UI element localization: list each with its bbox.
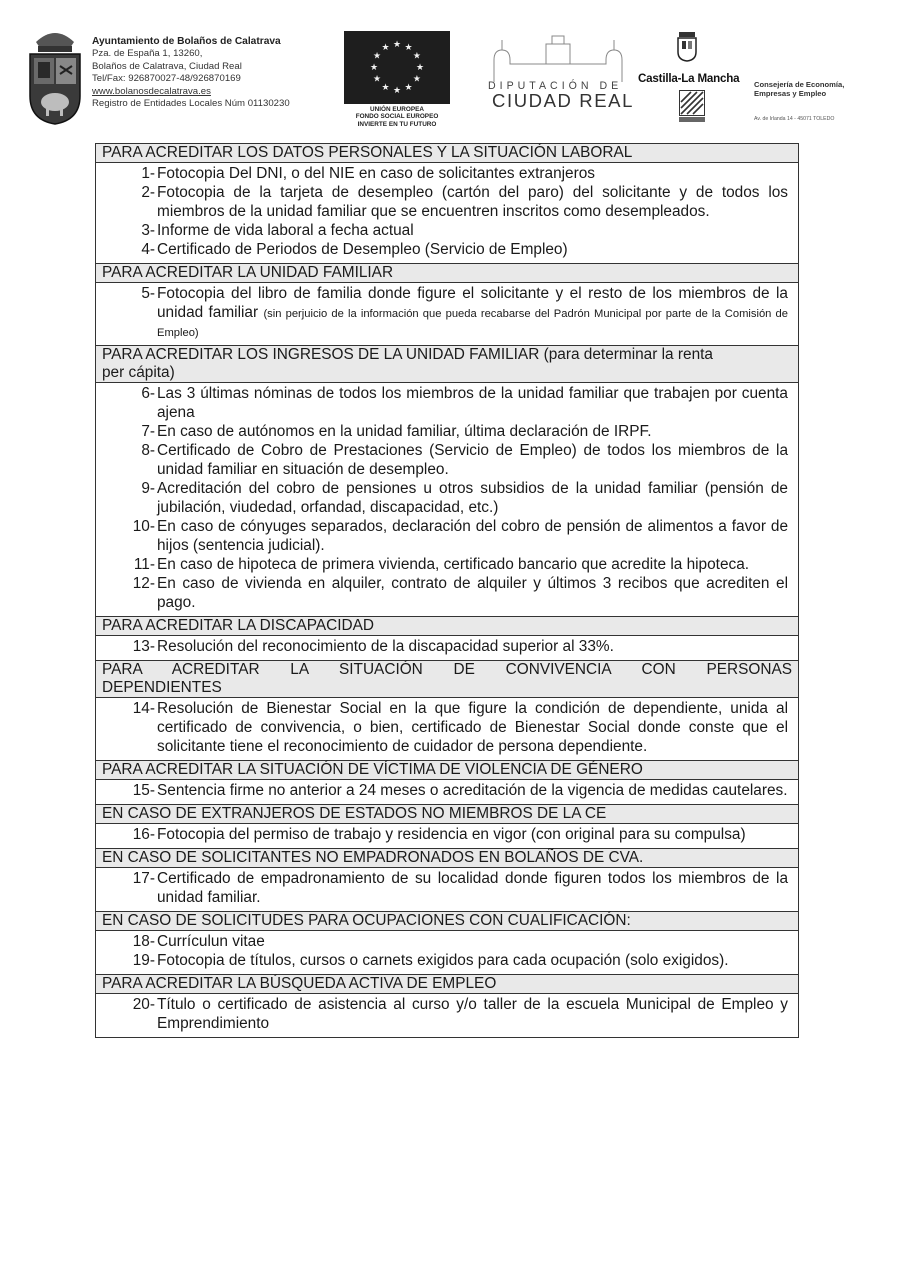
item-number: 18- <box>132 933 155 950</box>
list-item <box>96 240 788 259</box>
castilla-small-mark <box>679 116 705 123</box>
section-heading <box>96 143 798 163</box>
item-text: Fotocopia Del DNI, o del NIE en caso de solicitantes extranjeros <box>157 165 595 182</box>
municipality-info <box>92 36 290 110</box>
section-body <box>96 780 798 804</box>
list-item <box>96 574 788 612</box>
list-item <box>96 637 788 656</box>
item-text: Fotocopia del permiso de trabajo y residencia en vigor (con original para su compulsa) <box>157 826 746 843</box>
item-text-block <box>157 637 788 656</box>
item-text: Informe de vida laboral a fecha actual <box>157 222 414 239</box>
section-heading-line: EN CASO DE SOLICITUDES PARA OCUPACIONES CON CUALIFICACIÓN: <box>102 912 631 929</box>
list-item <box>96 995 788 1033</box>
item-number: 10- <box>132 518 155 535</box>
list-item <box>96 555 788 574</box>
item-number: 6- <box>141 385 155 402</box>
section-heading <box>96 345 798 383</box>
section-heading <box>96 974 798 994</box>
eu-star-icon: ★ <box>392 85 402 95</box>
item-number: 12- <box>132 575 155 592</box>
item-text-block <box>157 781 788 800</box>
item-text: En caso de autónomos en la unidad familiar, última declaración de IRPF. <box>157 423 652 440</box>
website-link[interactable]: www.bolanosdecalatrava.es <box>92 85 211 97</box>
castilla-flag-icon <box>679 90 705 116</box>
item-text-block <box>157 555 788 574</box>
item-number: 16- <box>132 826 155 843</box>
eu-star-icon: ★ <box>412 73 421 84</box>
diputacion-line-2: CIUDAD REAL <box>492 90 634 111</box>
list-item <box>96 932 788 951</box>
section-body <box>96 283 798 345</box>
eu-star-icon: ★ <box>404 42 413 53</box>
list-item <box>96 479 788 517</box>
item-text: En caso de vivienda en alquiler, contrato de alquiler y últimos 3 recibos que acrediten el pago. <box>157 575 788 611</box>
item-text: Certificado de Cobro de Prestaciones (Servicio de Empleo) de todos los miembros de la unidad familiar en situación de desempleo. <box>157 442 788 478</box>
item-text-block <box>157 517 788 555</box>
eu-star-icon: ★ <box>412 50 421 61</box>
diputacion-line-1: DIPUTACIÓN DE <box>488 80 623 92</box>
coat-of-arms-logo <box>26 22 84 126</box>
list-item <box>96 384 788 422</box>
item-number: 7- <box>141 423 155 440</box>
list-item <box>96 869 788 907</box>
section-body <box>96 824 798 848</box>
item-text-block <box>157 164 788 183</box>
section-heading-line-2: per cápita) <box>102 364 175 381</box>
item-number: 19- <box>132 952 155 969</box>
section-body <box>96 698 798 760</box>
item-text: Resolución de Bienestar Social en la que figure la condición de dependiente, unida al certificado de convivencia, o bien, certificado de Bienestar Social donde conste que el solicitante tiene el reconocimiento de cuidador de persona dependiente. <box>157 700 788 755</box>
section-heading-line: PARA ACREDITAR LA SITUACIÓN DE CONVIVENCIA CON PERSONAS <box>102 661 792 678</box>
section-body <box>96 636 798 660</box>
item-number: 14- <box>132 700 155 717</box>
item-text: En caso de cónyuges separados, declaración del cobro de pensión de alimentos a favor de hijos (sentencia judicial). <box>157 518 788 554</box>
list-item <box>96 951 788 970</box>
item-number: 5- <box>141 285 155 302</box>
requirements-table <box>95 143 799 1038</box>
item-text: En caso de hipoteca de primera vivienda, certificado bancario que acredite la hipoteca. <box>157 556 750 573</box>
castilla-address: Av. de Irlanda 14 - 45071 TOLEDO <box>754 116 835 122</box>
item-number: 8- <box>141 442 155 459</box>
eu-star-icon: ★ <box>415 62 425 72</box>
eu-star-icon: ★ <box>392 39 402 49</box>
section-heading <box>96 911 798 931</box>
list-item <box>96 441 788 479</box>
item-text-block <box>157 995 788 1033</box>
letterhead <box>0 0 906 140</box>
item-text: Fotocopia de la tarjeta de desempleo (cartón del paro) del solicitante y de todos los miembros de la unidad familiar que se encuentren inscritos como desempleados. <box>157 184 788 220</box>
item-number: 11- <box>133 556 155 573</box>
section-heading-line: EN CASO DE EXTRANJEROS DE ESTADOS NO MIEMBROS DE LA CE <box>102 805 607 822</box>
item-text-block <box>157 574 788 612</box>
section-heading-line-2: DEPENDIENTES <box>102 679 222 696</box>
section-heading <box>96 848 798 868</box>
list-item <box>96 221 788 240</box>
item-text-block <box>157 441 788 479</box>
item-text: Acreditación del cobro de pensiones u otros subsidios de la unidad familiar (pensión de jubilación, viudedad, orfandad, discapacidad, etc.) <box>157 480 788 516</box>
item-text-block <box>157 240 788 259</box>
item-text: Certificado de empadronamiento de su localidad donde figuren todos los miembros de la unidad familiar. <box>157 870 788 906</box>
item-text: Sentencia firme no anterior a 24 meses o acreditación de la vigencia de medidas cautelares. <box>157 782 788 799</box>
consejeria-line-1: Consejería de Economía, <box>754 80 845 89</box>
section-heading-line: PARA ACREDITAR LA SITUACIÓN DE VÍCTIMA DE VIOLENCIA DE GÉNERO <box>102 761 643 778</box>
item-number: 4- <box>141 241 155 258</box>
eu-star-icon: ★ <box>369 62 379 72</box>
item-text: Resolución del reconocimiento de la discapacidad superior al 33%. <box>157 638 614 655</box>
list-item <box>96 284 788 341</box>
castilla-crest-icon <box>676 30 698 62</box>
section-heading-line: EN CASO DE SOLICITANTES NO EMPADRONADOS EN BOLAÑOS DE CVA. <box>102 849 644 866</box>
registry-number: Registro de Entidades Locales Núm 01130230 <box>92 98 290 110</box>
item-text-block <box>157 284 788 341</box>
item-number: 3- <box>141 222 155 239</box>
item-number: 15- <box>132 782 155 799</box>
item-number: 13- <box>132 638 155 655</box>
eu-star-icon: ★ <box>373 50 382 61</box>
section-heading-line: PARA ACREDITAR LOS DATOS PERSONALES Y LA SITUACIÓN LABORAL <box>102 144 633 161</box>
castilla-la-mancha-name: Castilla-La Mancha <box>638 72 740 85</box>
section-body <box>96 163 798 263</box>
item-text-block <box>157 422 788 441</box>
phone-fax: Tel/Fax: 926870027-48/926870169 <box>92 73 241 85</box>
list-item <box>96 164 788 183</box>
eu-star-icon: ★ <box>381 81 390 92</box>
item-number: 2- <box>141 184 155 201</box>
item-note: (sin perjuicio de la información que pueda recabarse del Padrón Municipal por parte de la Comisión de Empleo) <box>157 308 788 339</box>
section-body <box>96 383 798 616</box>
item-text-block <box>157 384 788 422</box>
list-item <box>96 825 788 844</box>
section-heading-line: PARA ACREDITAR LA DISCAPACIDAD <box>102 617 374 634</box>
section-heading-line: PARA ACREDITAR LA UNIDAD FAMILIAR <box>102 264 394 281</box>
section-heading-line: PARA ACREDITAR LOS INGRESOS DE LA UNIDAD FAMILIAR (para determinar la renta <box>102 346 713 363</box>
eu-star-icon: ★ <box>373 73 382 84</box>
item-text-block <box>157 932 788 951</box>
item-number: 1- <box>141 165 155 182</box>
section-heading <box>96 660 798 698</box>
item-number: 20- <box>132 996 155 1013</box>
eu-flag-logo <box>344 31 450 104</box>
item-text: Currículun vitae <box>157 933 265 950</box>
address-line-2: Bolaños de Calatrava, Ciudad Real <box>92 60 242 72</box>
municipality-name: Ayuntamiento de Bolaños de Calatrava <box>92 36 281 47</box>
item-text-block <box>157 699 788 756</box>
item-text: Las 3 últimas nóminas de todos los miembros de la unidad familiar que trabajen por cuenta ajena <box>157 385 788 421</box>
item-text-block <box>157 183 788 221</box>
list-item <box>96 422 788 441</box>
eu-caption <box>336 106 458 128</box>
item-text-block <box>157 221 788 240</box>
eu-star-icon: ★ <box>381 42 390 53</box>
section-heading <box>96 760 798 780</box>
item-text: Título o certificado de asistencia al curso y/o taller de la escuela Municipal de Empleo y Emprendimiento <box>157 996 788 1032</box>
section-heading <box>96 263 798 283</box>
item-text-block <box>157 825 788 844</box>
item-number: 17- <box>132 870 155 887</box>
list-item <box>96 183 788 221</box>
address-line-1: Pza. de España 1, 13260, <box>92 48 203 60</box>
diputacion-building-icon <box>490 30 626 82</box>
item-number: 9- <box>141 480 155 497</box>
section-heading <box>96 804 798 824</box>
consejeria <box>754 80 844 98</box>
item-text-block <box>157 951 788 970</box>
section-body <box>96 994 798 1037</box>
eu-caption-line-3: INVIERTE EN TU FUTURO <box>357 120 437 128</box>
item-text-block <box>157 869 788 907</box>
section-heading-line: PARA ACREDITAR LA BÚSQUEDA ACTIVA DE EMPLEO <box>102 975 497 992</box>
section-body <box>96 931 798 974</box>
eu-caption-line-2: FONDO SOCIAL EUROPEO <box>355 113 439 121</box>
item-text: Fotocopia del libro de familia donde figure el solicitante y el resto de los miembros de la unidad familiar <box>157 285 788 321</box>
eu-star-icon: ★ <box>404 81 413 92</box>
item-text: Fotocopia de títulos, cursos o carnets exigidos para cada ocupación (solo exigidos). <box>157 952 729 969</box>
list-item <box>96 699 788 756</box>
item-text-block <box>157 479 788 517</box>
section-body <box>96 868 798 911</box>
list-item <box>96 517 788 555</box>
item-text: Certificado de Periodos de Desempleo (Servicio de Empleo) <box>157 241 568 258</box>
list-item <box>96 781 788 800</box>
section-heading <box>96 616 798 636</box>
eu-caption-line-1: UNIÓN EUROPEA <box>370 106 424 113</box>
consejeria-line-2: Empresas y Empleo <box>754 89 827 98</box>
